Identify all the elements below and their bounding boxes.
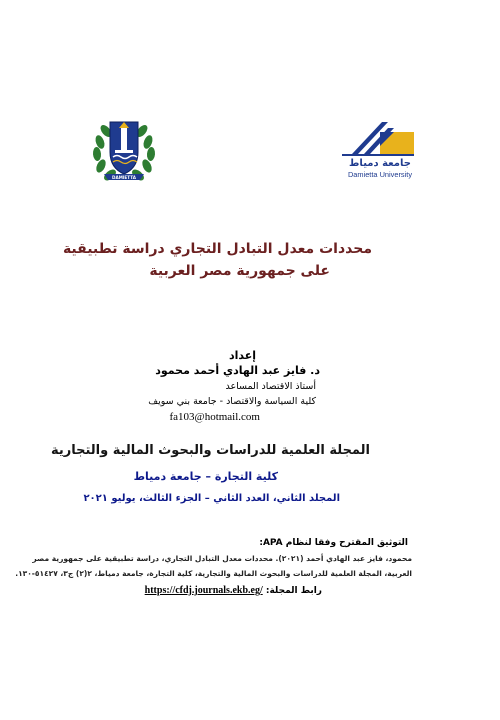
paper-title-line-2: على جمهورية مصر العربية bbox=[149, 263, 330, 279]
citation-line-2: العربية، المجلة العلمية للدراسات والبحوث المالية والتجارية، كلية التجارة، جامعة دمياط، ٢(٢) ج٣، ٥١٤٢٧-١٣٠. bbox=[15, 569, 412, 578]
journal-name: المجلة العلمية للدراسات والبحوث المالية والتجارية bbox=[50, 443, 370, 458]
prepared-by-label: إعداد bbox=[228, 349, 256, 362]
paper-title-line-1: محددات معدل التبادل التجاري دراسة تطبيقية bbox=[62, 241, 372, 257]
logo-arabic-name: جامعة دمياط bbox=[349, 158, 411, 169]
journal-faculty: كلية التجارة – جامعة دمياط bbox=[133, 470, 278, 483]
citation-heading: التوثيق المقترح وفقا لنظام APA: bbox=[259, 538, 408, 548]
author-email[interactable]: fa103@hotmail.com bbox=[169, 411, 260, 423]
journal-link-label: رابط المجلة: bbox=[265, 586, 322, 596]
university-emblem bbox=[88, 112, 160, 184]
author-affiliation: كلية السياسة والاقتصاد - جامعة بني سويف bbox=[148, 396, 316, 407]
emblem-ribbon-text: DAMIETTA bbox=[111, 174, 137, 180]
damietta-university-logo bbox=[338, 118, 418, 158]
logo-english-name: Damietta University bbox=[347, 170, 413, 179]
author-name: د. فايز عبد الهادي أحمد محمود bbox=[155, 364, 320, 377]
citation-line-1: محمود، فايز عبد الهادي أحمد (٢٠٢١). محددات معدل التبادل التجاري، دراسة تطبيقية على جمهورية مصر bbox=[32, 554, 412, 563]
author-position: أستاذ الاقتصاد المساعد bbox=[225, 381, 316, 392]
journal-issue: المجلد الثاني، العدد الثاني – الجزء الثالث، يوليو ٢٠٢١ bbox=[83, 493, 340, 504]
journal-link-row bbox=[143, 585, 322, 596]
journal-link[interactable]: https://cfdj.journals.ekb.eg/ bbox=[144, 585, 263, 596]
